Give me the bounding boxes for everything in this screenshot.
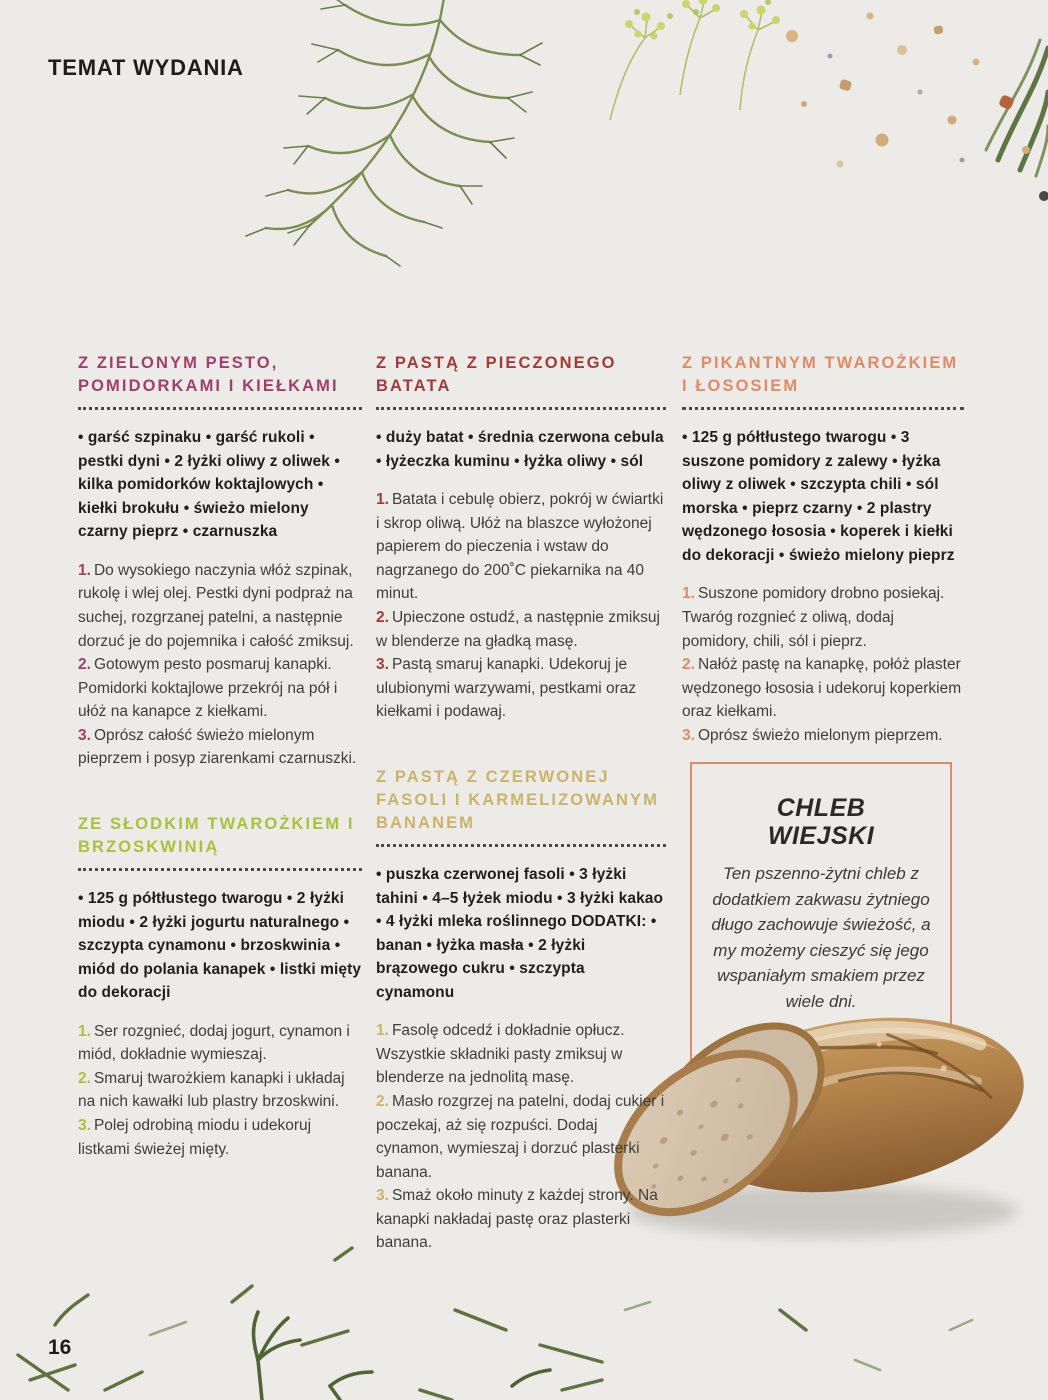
recipe-step — [376, 1184, 666, 1255]
recipe-steps — [682, 582, 964, 747]
step-number: 3. — [376, 1187, 389, 1205]
recipe-steps — [376, 1019, 666, 1254]
recipe-step — [682, 653, 964, 724]
step-text: Nałóż pastę na kanapkę, połóż plaster wędzonego łososia i udekoruj koperkiem oraz kiełkami. — [682, 656, 962, 721]
info-box-title — [706, 794, 936, 850]
info-box-body: Ten pszenno-żytni chleb z dodatkiem zakwasu żytniego długo zachowuje świeżość, a my możemy cieszyć się jego wspaniałym smakiem przez wiele dni. — [711, 864, 931, 1011]
step-number: 3. — [78, 1116, 91, 1134]
step-number: 1. — [78, 561, 91, 579]
step-number: 1. — [376, 1022, 389, 1040]
recipe-steps — [78, 1020, 362, 1161]
recipe-ingredients: • 125 g półtłustego twarogu • 2 łyżki miodu • 2 łyżki jogurtu naturalnego • szczypta cynamonu • brzoskwinia • miód do polania kanapek • listki mięty do dekoracji — [78, 890, 362, 1002]
dotted-separator — [78, 407, 362, 410]
dill-sprigs-illustration — [140, 0, 1048, 290]
step-text: Oprósz całość świeżo mielonym pieprzem i posyp ziarenkami czarnuszki. — [78, 726, 357, 768]
step-text: Ser rozgnieć, dodaj jogurt, cynamon i miód, dokładnie wymieszaj. — [78, 1022, 350, 1064]
recipe-step — [78, 653, 362, 724]
step-text: Oprósz świeżo mielonym pieprzem. — [697, 726, 943, 744]
step-number: 2. — [78, 1069, 91, 1087]
recipe-column-1 — [78, 352, 362, 1161]
step-number: 2. — [376, 609, 389, 627]
step-number: 3. — [682, 726, 695, 744]
step-text: Fasolę odcedź i dokładnie opłucz. Wszystkie składniki pasty zmiksuj w blenderze na jednolitą masę. — [376, 1022, 625, 1087]
step-text: Masło rozgrzej na patelni, dodaj cukier i poczekaj, aż się rozpuści. Dodaj cynamon, wymieszaj i dorzuć plasterki banana. — [376, 1092, 665, 1181]
bread-crumbs-illustration — [786, 13, 1048, 202]
recipe-title: Z ZIELONYM PESTO, POMIDORKAMI I KIEŁKAMI — [78, 354, 339, 396]
info-box-title-line1: CHLEB — [776, 794, 866, 822]
recipe-step — [376, 653, 666, 724]
recipe-step — [682, 724, 964, 748]
recipe-column-2 — [376, 352, 666, 1255]
recipe-step — [682, 582, 964, 653]
recipe-title: ZE SŁODKIM TWAROŻKIEM I BRZOSKWINIĄ — [78, 814, 355, 856]
step-text: Pastą smaruj kanapki. Udekoruj je ulubionymi warzywami, pestkami oraz kiełkami i podawaj. — [376, 656, 637, 721]
step-text: Polej odrobiną miodu i udekoruj listkami świeżej mięty. — [78, 1116, 312, 1158]
page-kicker: TEMAT WYDANIA — [48, 54, 244, 80]
recipe-step — [376, 488, 666, 606]
recipe-title: Z PASTĄ Z PIECZONEGO BATATA — [376, 354, 617, 396]
step-text: Suszone pomidory drobno posiekaj. Twaróg rozgnieć z oliwą, dodaj pomidory, chili, sól i pieprz. — [682, 585, 945, 650]
step-number: 2. — [682, 656, 695, 674]
recipe-sweet-potato-paste — [376, 352, 666, 724]
step-number: 1. — [682, 585, 695, 603]
step-text: Batata i cebulę obierz, pokrój w ćwiartki i skrop oliwą. Ułóż na blaszce wyłożonej papierem do pieczenia i wstaw do nagrzanego do 200˚C piekarnika na 40 minut. — [376, 491, 664, 603]
recipe-step — [376, 606, 666, 653]
recipe-step — [78, 559, 362, 653]
recipe-title: Z PASTĄ Z CZERWONEJ FASOLI I KARMELIZOWANYM BANANEM — [376, 767, 659, 832]
recipe-red-bean-banana-paste — [376, 766, 666, 1255]
step-number: 2. — [376, 1092, 389, 1110]
recipe-ingredients: • garść szpinaku • garść rukoli • pestki dyni • 2 łyżki oliwy z oliwek • kilka pomidorków koktajlowych • kiełki brokułu • świeżo mielony czarny pieprz • czarnuszka — [78, 429, 340, 541]
recipe-step — [78, 724, 362, 771]
recipe-ingredients: • duży batat • średnia czerwona cebula • łyżeczka kuminu • łyżka oliwy • sól — [376, 429, 664, 470]
recipe-step — [376, 1090, 666, 1184]
step-number: 1. — [78, 1022, 91, 1040]
step-text: Gotowym pesto posmaruj kanapki. Pomidorki koktajlowe przekrój na pół i ułóż na kanapce z kiełkami. — [78, 656, 338, 721]
recipe-spicy-twarozek-salmon — [682, 352, 964, 747]
step-number: 3. — [78, 726, 91, 744]
recipe-ingredients: • puszka czerwonej fasoli • 3 łyżki tahini • 4–5 łyżek miodu • 3 łyżki kakao • 4 łyżki mleka roślinnego DODATKI: • banan • łyżka masła • 2 łyżki brązowego cukru • szczypta cynamonu — [376, 866, 664, 1001]
recipe-step — [376, 1019, 666, 1090]
step-number: 1. — [376, 491, 389, 509]
recipe-step — [78, 1067, 362, 1114]
recipe-step — [78, 1114, 362, 1161]
info-box-title-line2: WIEJSKI — [767, 822, 875, 850]
step-text: Smaż około minuty z każdej strony. Na kanapki nakładaj pastę oraz plasterki banana. — [376, 1187, 658, 1252]
step-text: Upieczone ostudź, a następnie zmiksuj w blenderze na gładką masę. — [376, 609, 660, 650]
step-text: Smaruj twarożkiem kanapki i układaj na nich kawałki lub plastry brzoskwini. — [78, 1069, 345, 1111]
step-text: Do wysokiego naczynia włóż szpinak, rukolę i wlej olej. Pestki dyni podpraż na suchej, rozgrzanej patelni, a następnie dorzuć je do pojemnika i całość zmiksuj. — [78, 561, 354, 650]
dotted-separator — [682, 407, 964, 410]
dotted-separator — [376, 407, 666, 410]
recipe-steps — [376, 488, 666, 723]
step-number: 2. — [78, 656, 91, 674]
recipe-ingredients: • 125 g półtłustego twarogu • 3 suszone pomidory z zalewy • łyżka oliwy z oliwek • szczypta chili • sól morska • pieprz czarny • 2 plastry wędzonego łososia • koperek i kiełki do dekoracji • świeżo mielony pieprz — [682, 429, 955, 564]
recipe-sweet-twarozek-peach — [78, 813, 362, 1161]
dotted-separator — [78, 868, 362, 871]
recipe-green-pesto — [78, 352, 362, 771]
step-number: 3. — [376, 656, 389, 674]
recipe-column-3 — [682, 352, 964, 747]
dotted-separator — [376, 844, 666, 847]
recipe-steps — [78, 559, 362, 771]
recipe-step — [78, 1020, 362, 1067]
recipe-title: Z PIKANTNYM TWAROŻKIEM I ŁOSOSIEM — [682, 354, 959, 396]
page-number: 16 — [48, 1336, 72, 1359]
